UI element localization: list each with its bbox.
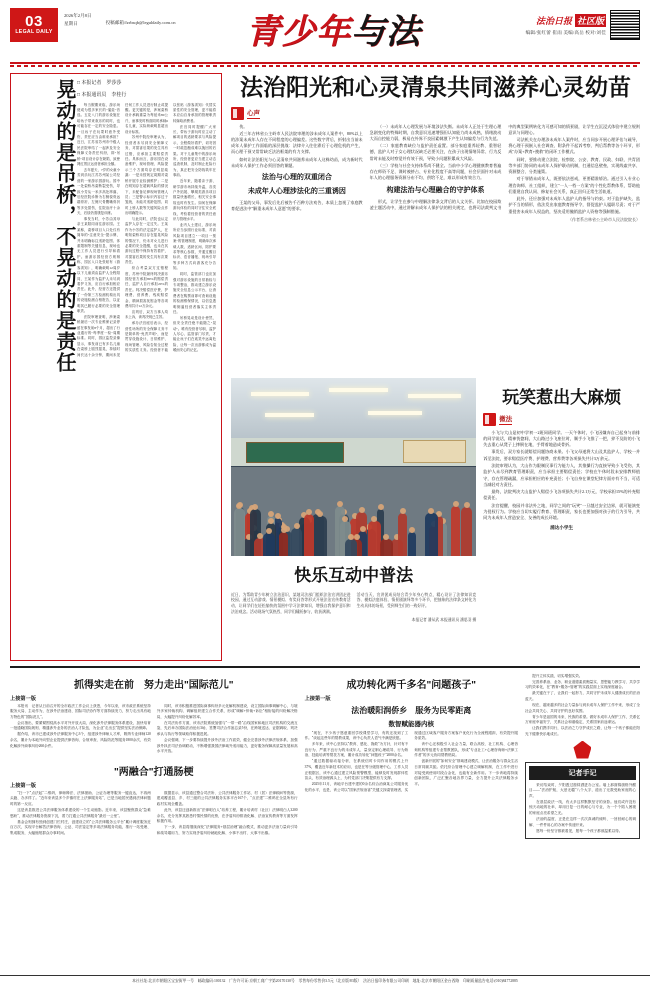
paragraph: 会议指出，要紧紧围绕高水平对外开放大局，深化涉外法律服务体系建设，加快培育一批通晓国际规则、精通涉外业务的法治人才队伍，为企业"走出去"提供坚实法治保障。 xyxy=(10,720,151,731)
article-1-headline: 法治阳光和心灵清泉共同滋养心灵幼苗 xyxy=(240,73,631,100)
main-region xyxy=(10,73,640,661)
masthead-rule xyxy=(10,62,640,64)
student-figure xyxy=(408,532,416,555)
paragraph: 同时，监管部门也应加强对游乐设施的日常抽检与专项整治，推动建立游乐设施安全信息公示平台，让消费者在购票前即可查询设施的检测维保情况，以信息透明倒逼经营者落实主体责任。 xyxy=(173,272,216,314)
reporter-note-body xyxy=(529,783,636,835)
paragraph: 青少年是祖国的未来、民族的希望。做好未成年人保护工作，关系亿万家庭幸福安宁，关系社会和谐稳定，关系国家前途命运。 xyxy=(524,714,640,725)
paragraph: 司法机关在办理涉未成年人案件时，应当同步开展心理评估与疏导，将心理干预嵌入社会调查、附条件不起诉考察、判后帮教等各个环节，形成"办案+教育+挽救"的闭环工作模式。 xyxy=(508,136,640,155)
bottom-article-2-body xyxy=(10,791,298,837)
student-figure xyxy=(304,514,313,555)
paragraph: 承办法官庭后表示，经营性场所的安全保障义务不是简单的"免责声明"，而是贯穿设施设计、日常维护、现场管理、风险告知全过程的实质性义务。经营者不能以张贴《游客须知》代替实质性的安全管理，更不能将本应由自身承担的管理职责转嫁给消费者。 xyxy=(125,102,216,353)
classroom-photo xyxy=(231,378,476,556)
paper-latin-name: LEGAL DAILY xyxy=(15,28,53,35)
student-head xyxy=(348,534,354,540)
student-figure xyxy=(279,532,288,555)
seal-cube-icon xyxy=(483,413,496,426)
paragraph: 宣判后，双方当事人均未上诉，该判决现已生效。 xyxy=(125,309,168,320)
paragraph: 苏州中院经审理认为，经营者未尽到安全保障义务，对损害后果的发生具有过错，应承担主要赔偿责任。具体而言，游乐园在设备维护、现场管理、风险提示三个方面均存在明显疏漏：一是未按规定周期对索桥开展专业检测维护；二是在明知存在超载风险的情况下，未配备足够现场管理人员；三是警示标识内容过于笼统，未能对适龄范围、同时上桥人数等关键风险点作出明确提示。 xyxy=(125,135,168,216)
student-head xyxy=(281,527,287,533)
paragraph: 每当假期来临，游乐场便成为很多家长的"遛娃"首选。五花八门的游乐设施在给孩子带来欢乐的同时，也可能存在一定的安全隐患。一旦孩子在玩耍时意外受伤，责任应当由谁来承担？近日，江苏省苏州市中级人民法院审结了一起涉及安全保障义务责任纠纷，即"吊桥"项目设计存在缺陷，致使网红景区运营者承担全额。 xyxy=(77,102,120,166)
paper-logo-primary: 法治日报 xyxy=(535,16,572,26)
paragraph: 现在，越来越多的社会力量参与到未成年人保护工作中来，形成了全社会共同关心、共同守护的良好氛围。 xyxy=(524,702,640,713)
paragraph: "扫一下"点法起"二维码，律师释法、法律援助、公证办理等服务一键直达，不再两头跑、办多样了。"近年来该县多个乡镇村庄上法律服务站"，已是当地居民遇到法律问题时的第一反应。 xyxy=(10,790,151,807)
article-2-column xyxy=(483,378,640,624)
paragraph: 完善养系治、业务、职业道德素质衡量实、思想能力教学习、共享学习的效率化，在"教育+服务+管理"的实践层面上实现深度融合。 xyxy=(524,679,640,690)
bottom-col-1 xyxy=(10,674,298,974)
student-head xyxy=(294,523,300,529)
paragraph: 在司法协作方面，该市法院系统加强与"一带一路"沿线国家和地区司法机构的交流互鉴，先后举办国际法治论坛3场，签署司法合作备忘录5份，在跨境送达、证据调取、判决承认与执行等领域取得积极进展。 xyxy=(156,720,298,736)
right-main-region xyxy=(222,73,640,661)
paragraph: 对于罪错未成年人，既要依法惩戒，更要精准矫治。通过引入专业心理咨询师、社工组织，建立"一人一档一方案"的个性化帮教体系，帮助他们重建自我认同、修复社会关系，真正回归正常生活轨道。 xyxy=(508,176,640,194)
student-figure xyxy=(263,533,276,556)
seal-cube-icon xyxy=(231,107,244,120)
byline-reporter: □ 本报记者 罗莎莎 xyxy=(77,79,122,86)
student-figure xyxy=(461,507,472,555)
folio-dates xyxy=(64,8,92,27)
editor-credits: 编辑/张红蕾 崔雨 美编/高岳 校对/刘佳 xyxy=(525,30,606,35)
issue-date: 2026年2月8日 xyxy=(64,13,92,18)
article-2-tag-row xyxy=(483,413,640,426)
paragraph: 提升立体实践，切实增强实效。 xyxy=(532,673,583,678)
student-head xyxy=(371,516,377,522)
bottom-region xyxy=(10,674,640,974)
bottom-article-2-headline: "两融合"打通肠梗 xyxy=(114,766,194,778)
paragraph: 伤。 xyxy=(239,123,248,129)
credits-block xyxy=(526,14,606,36)
bottom-article-3-headline: 成功转化两千多名"问题孩子" xyxy=(346,679,477,691)
paragraph: 下一步，该县将继续深化"法律服务+基层治理"融合模式，推动更多法治力量向引导和疏导端用力，努力实现矛盾纠纷就地化解、小事不出村、大事不出镇。 xyxy=(156,825,298,835)
section-divider xyxy=(10,666,640,668)
paragraph: 法院审理查明，涉案索桥最后一次专业维保记录停留在事发前8个月，超出了行业通行的"每季度一检"周期标准。同时，园区监控录像显示，事发前已有多名儿童在索桥上剧烈摇晃，持续时间长达十余分钟，期间未见任何工作人员进行制止或提醒。更关键的是，涉案索桥设计承载重量为每延米80公斤，而事发时桥面同时承载6名儿童，实际荷载明显超出设计标准。 xyxy=(77,102,168,357)
article-1-tag: 心声 xyxy=(247,109,260,117)
folio-block xyxy=(10,8,176,42)
article-3-headline: 快乐互动中普法 xyxy=(294,565,414,585)
article-2-court-signature: 浦达小学生 xyxy=(550,524,574,530)
student-head xyxy=(342,516,348,522)
paragraph: 2025年11月，该地平台建中建的0余名综合治商某公司服务优化的水平，也是，该公司以"国家法规治害"关键文探索管理者，实现通过区域客户服务方案客户优化行为全流程跟踪，有效提升服务质效。 xyxy=(304,730,518,792)
submission-email: 投稿邮箱/fzrbsqb@legaldaily.com.cn xyxy=(105,20,176,25)
article-2-headline: 玩笑惹出大麻烦 xyxy=(502,387,622,407)
paragraph: 在基层政法一线，有太多这样默默坚守的身影。他们或许没有惊天动地的壮举，却用日复一日的耐心与专业，为一个个陷入困境的家庭点亮希望之光。 xyxy=(528,799,636,815)
folio-badge xyxy=(10,8,58,42)
student-head xyxy=(268,518,274,524)
photo-column xyxy=(231,378,476,624)
student-head xyxy=(409,527,415,533)
bottom-article-4-headline: 法治暖阳润侨乡 服务为民零距离 xyxy=(351,705,472,715)
student-head xyxy=(383,534,389,540)
paragraph: 同时，该市积极推进国际商事纠纷多元化解机制建设，设立国际商事调解中心，与境外多家仲裁机构、调解组织建立合作关系，形成"调解+仲裁+诉讼"相衔接的纠纷解决格局，大幅提升纠纷化解效率。 xyxy=(156,703,298,719)
page-number: 03 xyxy=(25,12,43,30)
student-figure xyxy=(314,516,327,556)
paragraph: 本报讯 记者从日前召开的全市政法工作会议上获悉，今年以来，该市政法系统坚持服务大局、主动作为，在涉外法治建设、国际司法协作等方面持续发力，努力走出具有地方特色的"国际范儿"。 xyxy=(10,703,151,719)
paragraph: 王某的父母，事发后先后被告千百种方法劝告，本质上忽视了家庭教育促进法中"解重未成年人意愿"的要求。 xyxy=(231,200,363,212)
article-1-subhead-a: 未成年人心理涉法化的三重诱因 xyxy=(247,188,346,196)
paragraph: 法官同时提醒广大家长，带孩子游玩时应主动了解项目的适龄要求与风险提示，全程做好看护，切勿因一时疏忽酿成难以挽回的后果。对于儿童集中的游乐场所，经营者更应当建立动态巡查机制，及时制止危险行为，真正把安全防线筑牢在事前。 xyxy=(173,124,216,178)
paragraph: （二）家庭教育缺位与监护责任虚置。部分家庭重养轻教、重智轻德，监护人对子女心理状况缺乏必要关注，在孩子出现情绪异常、行为反常时未能及时察觉并有效干预，导致小问题积累成大风险。 xyxy=(369,143,502,161)
student-crowd xyxy=(231,445,476,555)
left-feature-article xyxy=(10,73,222,661)
ceiling-lamp-icon xyxy=(329,388,388,392)
section-nameplate xyxy=(246,4,421,53)
article-1-subhead-c: 构建法治与心理融合的守护体系 xyxy=(386,186,485,194)
paragraph: 据介绍，该市已建成涉外法律服务中心3个，组建涉外律师人才库，吸纳专业律师120余名，累计为本地外向型企业提供法律咨询、合规审查、风险防范等服务1800余次，有效化解涉外商事纠纷260余件。 xyxy=(10,732,151,748)
student-head xyxy=(252,504,258,510)
paragraph: 近三年吉林省公主岭市人民法院审理的涉未成年人案件中，80%以上的涉案未成年人存在不同程度的心理偏差。这些数字背后，折射出当前未成年人保护工作面临的深层挑战：法律介入往往滞后于心理危机的产生，而心理干预又常常缺乏法治框架的有力支撑。 xyxy=(231,130,363,155)
paragraph: 同时，要推动建立法院、检察院、公安、教育、民政、妇联、共青团等多部门协同的未成年人保护联动机制，打通信息壁垒，实现线索共享、资源整合、分类施策。 xyxy=(508,156,640,175)
paragraph: 多年来，该中心坚持以"教育、感化、挽救"为方针，针对有不良行为、严重不良行为的未成年人，量身定制心理疏导、行为矫治、技能培训等帮扶方案，累计成功转化"问题孩子"2000余名。 xyxy=(304,742,409,758)
left-feature-body xyxy=(74,79,216,656)
photo-ceiling xyxy=(231,378,476,439)
page-footer: 本社社址:北京市朝阳区宝安街甲一号 邮政编码:100132 广告许可证:京朝工商广字第20170130号 零售每份零售价3.5元（北京版/83版） 法治日报印务有限公司印刷 地址:北京市朝阳区金台西路 印刷质量监告电话:(010)84772885 xyxy=(0,975,650,987)
paragraph: 会议强调，下一步要持续提升涉外法治工作质效，健全完善涉外法律法规体系，加强涉外执法司法协调联动，不断增强我国法律域外适用能力，更好服务保障高质量发展和高水平开放。 xyxy=(156,738,298,754)
reporter-note-box xyxy=(525,762,640,839)
paragraph: 吊桥晃动是设计使然，但安全责任绝不能随之"晃动"。唯有经营者尽职、监护人尽心、监管部门尽责，才能让孩子们在欢笑中远离危险，让每一次出游都成为温暖而安心的记忆。 xyxy=(173,315,216,353)
student-head xyxy=(275,513,281,519)
photo-and-article2 xyxy=(231,378,640,624)
photo-caption: 近日，为帮助青少年树立法治意识，某地司法部门组织法治宣讲团走进校园，通过互动游戏、情景模拟、有奖问答等形式开展法治宣传教育活动，让同学们在轻松愉快的氛围中学习法律知识，增强自我保护意识和法治观念。活动现场气氛热烈，同学们踊跃参与，收获满满。 xyxy=(231,592,351,614)
student-figure xyxy=(398,513,408,555)
paper-logo xyxy=(526,14,606,27)
article-1-signature: （作者系吉林省公主岭市人民法院院长） xyxy=(567,216,640,222)
student-head xyxy=(266,528,272,534)
article-1-col1 xyxy=(231,124,363,170)
student-head xyxy=(378,504,384,510)
paragraph: 综合考量双方过错程度，苏州中院最终判决游乐园经营方承担80%的赔偿责任，监护人自行承担20%的责任。判决赔偿医疗费、护理费、营养费、残疾赔偿金、精神损害抚慰金等各项费用共计12万余元。 xyxy=(125,266,168,309)
bottom-article-4-subhead: 数智赋能器内核 xyxy=(388,720,435,728)
article-1-tag-row xyxy=(231,107,640,120)
issue-weekday: 星期日 xyxy=(64,20,78,26)
bottom-col-3 xyxy=(525,674,640,974)
ceiling-lamp-icon xyxy=(265,413,314,417)
bottom-article-3-kicker: 上接第一版 xyxy=(304,695,331,702)
bottom-article-2-kicker: 上接第一版 xyxy=(10,782,36,789)
paragraph: 事发后，双方家长就赔偿问题协商未果。小飞父母遂将大山及其监护人、学校一并诉至法院，要求赔偿医疗费、护理费、营养费等各项损失共计3万余元。 xyxy=(483,449,640,461)
nameplate-black: 与法 xyxy=(351,14,421,51)
paragraph: 该中心还积极引入社会力量，联合高校、社工机构、心理咨询机构等组建专业帮教团队，形成"专业社工+心理咨询师+法律工作者"的多元协同帮教格局。 xyxy=(414,742,518,758)
red-seal-icon xyxy=(573,741,591,759)
bottom-article-1-headline: 抓得实走在前 努力走出"国际范儿" xyxy=(74,679,234,691)
student-head xyxy=(464,502,470,508)
student-figure xyxy=(345,539,357,555)
student-figure xyxy=(234,508,245,555)
nameplate-red: 青少年 xyxy=(246,14,351,51)
paragraph: 事发当时，小芳由其母亲王某陪同前往游乐园。王某称，索桥项目入口处仅有简单的"注意安全"提示牌，并未明确标注适龄范围、体重限制等关键信息，现场也无工作人员进行引导和看护。而游乐园经营方则辩称，园区入口处张贴有《游客须知》，明确载明12周岁以下儿童须由监护人全程陪同，王某作为监护人未尽到看护义务，应自行承担相应责任。此外，经营方还提供了一份第三方检测机构出具的设施检测合格报告，以证明其已履行必要的安全管理职责。 xyxy=(77,217,120,313)
paragraph: 采访结束时，夕阳透过窗棂洒进办公室。墙上那面锦旗格外醒目——"法治护航，大爱无疆"八个大字，道出了无数受助家庭的心声。 xyxy=(528,782,636,798)
paragraph: 此外，还应加强对未成年人监护人的指导与约束。对于监护缺失、监护不当的情形，依法发出家庭教育指导令，督促监护人履职尽责；对于严重侵害未成年人权益的，坚决适用撤销监护人资格等强制措施。 xyxy=(508,195,640,214)
paragraph: 愿每一份坚守都被看见，愿每一个孩子都被温柔以待。 xyxy=(536,828,623,833)
paragraph: 与此同时，法院也认定监护人存在一定过失。王某作为小芳的法定监护人，在明知索桥项目存在摇晃风险的情况下，仍未对女儿进行必要的安全提醒，也未在其游玩过程中保持有效看护，对损害后果的发生具有次要责任。 xyxy=(125,217,168,265)
article-1-columns xyxy=(231,124,640,374)
student-head xyxy=(400,508,406,514)
student-head xyxy=(317,511,323,517)
paragraph: 数据显示，该县通过整合司法所、公共法律服务工作站、村（居）法律顾问等资源，建成覆盖县、乡、村三级的公共法律服务实体平台167个，"点法建"二维码在全县所有行政村实现全覆盖。 xyxy=(156,790,298,807)
paragraph: 法官提醒，校园并非法外之地，同学之间的"玩笑"一旦越过安全边界，就可能演变为侵权行为。学校应当切实履行教育、管理职责，家长也要加强对孩子的行为引导，共同为未成年人营造安全、友善的成长环境。 xyxy=(483,502,640,521)
paragraph: 最关键在于了，让我们一起努力，共同守护未成年人健康成长的法治蓝天。 xyxy=(524,691,640,701)
paragraph: 如何让法治阳光与心灵清泉共同滋养未成年人这株幼苗，成为新时代未成年人保护工作必须回答的课题。 xyxy=(231,156,363,168)
ceiling-lamp-icon xyxy=(368,411,422,415)
ceiling-lamp-icon xyxy=(251,392,310,396)
left-feature-headline: 晃动的是吊桥，不晃动的是责任 xyxy=(53,78,75,373)
student-head xyxy=(306,509,312,515)
qr-code-icon[interactable] xyxy=(610,10,640,40)
reporter-note-heading: 记者手记 xyxy=(529,766,636,780)
paragraph: 让我们携手同行，以法治之力守护成长之路，让每一个孩子都能在阳光下健康快乐地成长。 xyxy=(524,726,640,736)
paragraph: （一）未成年人心理发展与环境涉法失衡。未成年人正处于生理心理急剧变化的特殊时期，自我意识迅速增强但认知能力尚未成熟，情绪波动大而自控能力弱，极易在外界不良因素刺激下产生认知偏差与行为失范。 xyxy=(369,123,502,142)
article-1-subhead-b: 法治与心理的双重闭合 xyxy=(261,174,332,182)
bottom-col-3-body xyxy=(525,674,640,738)
student-figure xyxy=(451,506,461,555)
paragraph: 业内人士建议，游乐场所应当参照行业标准，对高风险项目建立"一项目一预案"的管理制度，明确单次承载人数、适龄区间、陪护要求等核心参数，并通过醒目标识、语音播报、现场引导等多种方式向游客充分告知。 xyxy=(173,222,216,271)
student-head xyxy=(453,501,459,507)
paragraph: 此外，该县还创新推出"法律明白人"培养工程，累计培训村（社区）法律明白人3200余名，充分发挥其熟悉村情民情的优势，在矛盾纠纷排查化解、法治宣传教育等方面发挥积极作用。 xyxy=(156,808,298,824)
paragraph: 法院审理认为，大山作为限制民事行为能力人，其推搡行为直接导致小飞受伤，其监护人未尽到教育管理职责，应当承担主要赔偿责任；学校在午休时段未安排教师值守，存在管理疏漏，应承担相应的补充责任；小飞自身在课堂纪律方面亦有不当，可适当减轻对方责任。 xyxy=(483,462,640,487)
student-figure xyxy=(425,513,438,556)
student-head xyxy=(337,501,343,507)
article-2-tag: 微法 xyxy=(499,415,513,423)
student-figure xyxy=(380,539,393,555)
paper-logo-secondary: 社区版 xyxy=(576,16,604,26)
student-head xyxy=(268,511,274,517)
paragraph: "现在，不少孩子愿意重回学校课堂学习，有的还找到了工作。"谈起这些年的帮教成果，该中心负责人语气中满是欣慰。 xyxy=(304,730,409,741)
paragraph: 近年来，随着亲子游、研学游市场持续升温，各类户外拓展、攀爬类游乐项目数量快速增长，相关安全事故也时有发生。如何在保障游玩体验的同时守住安全底线，考验着经营者的责任意识与管理水平。 xyxy=(173,179,216,222)
student-head xyxy=(359,507,365,513)
paragraph: 去年夏天，7岁的女童小芳到乐玩江苏苏州某公司经营的一家游乐园游玩。园中一处索桥吊索断裂受伤，导致小芳从一米多高处摔落，后经医院诊断为右侧桡骨远端骨折、左侧尺骨鹰嘴骨折等多处损伤，住院治疗十余天，后续仍需康复训练。 xyxy=(77,167,120,216)
bottom-article-3-body xyxy=(305,731,518,794)
masthead-dashed-rule xyxy=(10,65,640,67)
bottom-article-1-kicker: 上接第一版 xyxy=(10,695,36,702)
ceiling-lamp-icon xyxy=(408,394,462,398)
bottom-article-1-body xyxy=(10,704,298,755)
student-head xyxy=(428,508,434,514)
left-feature-columns xyxy=(77,103,216,658)
photo-side-text: 活动当天，宣讲团成员结合青少年身心特点，精心设计了法律知识竞答、模拟法庭体验、情景剧演绎等多个环节，把抽象的法律条文转化为生动具体的场景，受到师生们的一致好评。 xyxy=(356,592,477,609)
masthead xyxy=(10,8,640,60)
paragraph: 小飞与大山是初中学初一2班同班同学。一天午休时，小飞因嫌弃自己起身与前排的同学说话，精神恍惚间，大山路过小飞座位时，顺手小飞推了一把，猝不及防的小飞失去重心从凳子上摔倒在地，手臂着地造成骨折。 xyxy=(483,429,640,448)
paragraph: 这是该县推进公共法律服务体系建设的一个生动缩影。近年来，该县聚焦群众"急难愁盼"，推动法律服务资源下沉，着力打通公共法律服务"最后一公里"。 xyxy=(10,808,151,818)
student-head xyxy=(360,526,366,532)
paragraph: 法治的温度，正是在这样一次次真诚的倾听、一回回耐心的调解、一件件用心的办案中传递开来。 xyxy=(528,817,636,827)
paragraph: 创新开展的"如何安全"领域建设模式，让法治服务与群众生活日常同频共振。依托综合管理中心建立调解机制，在工作中进行对接受到使用时段合金化，也能有全新作用。下一步该地将持续创新团队，广泛汇聚各地各界力量，全力提升公共法律服务水平。 xyxy=(414,759,518,786)
paragraph: "通过数据驱动接分析，在系统信时卡同作用的模式上升37%，覆盖近年新技术的应用，也是在等分级管理中心，工作人员正根据区，该中心通过建立风险预警模型，能够及时发现群体性苗头，有效治理源头上，为村党部门决策提供有力支撑。 xyxy=(304,759,409,781)
bottom-col-2 xyxy=(305,674,518,974)
student-figure xyxy=(291,528,302,555)
paragraph: （三）学校与社会支持体系尚不健全。当前中小学心理健康教育普遍存在师资不足、课时被挤占、专业化程度不高等问题，社会层面针对未成年人的心理服务资源分布不均、供给不足，难以形成有效合力。 xyxy=(369,162,502,181)
article-2-body xyxy=(483,430,640,522)
paragraph: 最终，法院判决大山监护人赔偿小飞各项损失共计2.1万元，学校承担15%的补充赔偿责任。 xyxy=(483,489,640,501)
byline-correspondent: □ 本报通讯员 李桂行 xyxy=(77,91,127,98)
paragraph: 基金会则拥有独到创建门栏村庄，创建设立的"公共法律服务云平台"累计调度服务近百万次，实现平台解答法律咨询、公证、司法鉴定等多项法律服务功能，推行一站受理、集成服务，大幅缩短群众办事时间。 xyxy=(10,819,151,835)
student-head xyxy=(236,503,242,509)
photo-credit: 本报记者 潘从武 本报通讯员 潘思羽 摄 xyxy=(411,617,477,622)
paragraph: 形式，让学生在参与中理解法律条文背后的人文关怀。比如在校园欺凌主题活动中，通过讲解未成年人保护法的相关规定，也将司法裁判文书中的典型案例转化为可感可知的情景剧，让学生在沉浸式体验中建立规则意识与同理心。 xyxy=(369,123,640,211)
